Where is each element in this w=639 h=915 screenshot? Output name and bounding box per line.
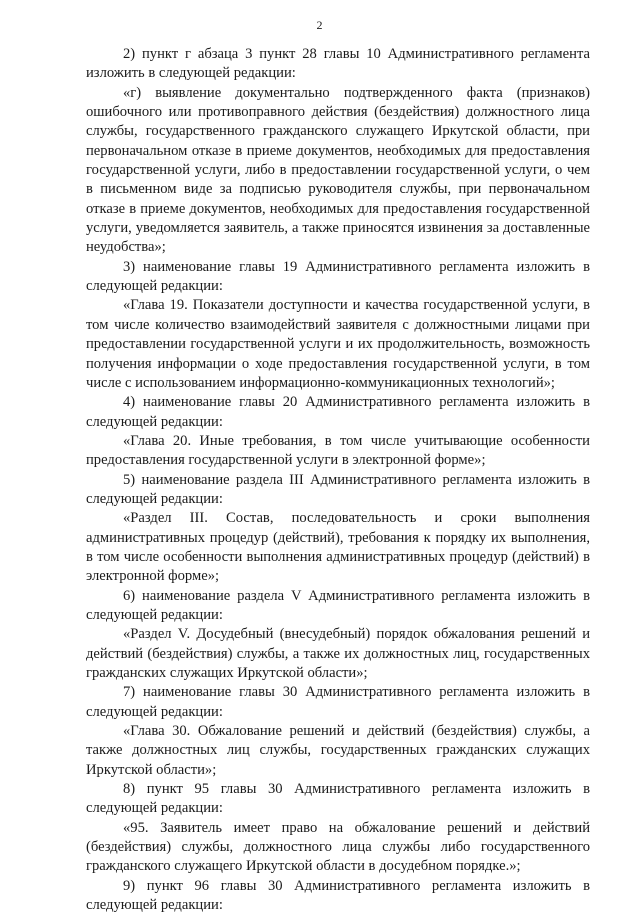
paragraph-amendment-6: 6) наименование раздела V Административного регламента изложить в следующей редакции: bbox=[86, 587, 590, 623]
paragraph-amendment-2-text: «г) выявление документально подтвержденного факта (признаков) ошибочного или противоправного действия (бездействия) должностного лица службы, государственного гражданского служащего Иркутской области, при первоначальном отказе в приеме документов, необходимых для предоставления государственной услуги, либо в предоставлении государственной услуги, о чем в письменном виде за подписью руководителя службы, при первоначальном отказе в приеме документов, необходимых для предоставления государственной услуги, уведомляется заявитель, а также приносятся извинения за доставленные неудобства»; bbox=[86, 84, 590, 256]
document-body bbox=[86, 45, 590, 915]
paragraph-amendment-4-text: «Глава 20. Иные требования, в том числе учитывающие особенности предоставления государственной услуги в электронной форме»; bbox=[86, 432, 590, 469]
paragraph-amendment-8: 8) пункт 95 главы 30 Административного регламента изложить в следующей редакции: bbox=[86, 781, 590, 817]
paragraph-amendment-3: 3) наименование главы 19 Административного регламента изложить в следующей редакции: bbox=[86, 258, 590, 295]
paragraph-amendment-4: 4) наименование главы 20 Административного регламента изложить в следующей редакции: bbox=[86, 394, 590, 430]
paragraph-amendment-9: 9) пункт 96 главы 30 Административного регламента изложить в следующей редакции: bbox=[86, 877, 590, 914]
page-number: 2 bbox=[316, 18, 323, 32]
paragraph-amendment-7: 7) наименование главы 30 Административного регламента изложить в следующей редакции: bbox=[86, 684, 590, 720]
paragraph-amendment-5: 5) наименование раздела III Административного регламента изложить в следующей редакции: bbox=[86, 471, 590, 507]
paragraph-amendment-3-text: «Глава 19. Показатели доступности и качества государственной услуги, в том числе количество взаимодействий заявителя с должностными лицами при предоставлении государственной услуги и их продолжительность, возможность получения информации о ходе предоставления государственной услуги, в том числе с использованием информационно-коммуникационных технологий»; bbox=[86, 297, 590, 391]
paragraph-amendment-6-text: «Раздел V. Досудебный (внесудебный) порядок обжалования решений и действий (бездействия) службы, а также их должностных лиц, государственных гражданских служащих Иркутской области»; bbox=[86, 626, 590, 681]
paragraph-amendment-7-text: «Глава 30. Обжалование решений и действий (бездействия) службы, а также должностных лиц службы, государственных гражданских служащих Иркутской области»; bbox=[86, 723, 590, 778]
paragraph-amendment-8-text: «95. Заявитель имеет право на обжалование решений и действий (бездействия) службы, должностного лица службы либо государственного гражданского служащего Иркутской области в досудебном порядке.»; bbox=[86, 819, 590, 875]
paragraph-amendment-2: 2) пункт г абзаца 3 пункт 28 главы 10 Административного регламента изложить в следующей редакции: bbox=[86, 46, 590, 82]
paragraph-amendment-5-text: «Раздел III. Состав, последовательность и сроки выполнения административных процедур (действий), требования к порядку их выполнения, в том числе особенности выполнения административных процедур (действий) в электронной форме»; bbox=[86, 510, 590, 585]
